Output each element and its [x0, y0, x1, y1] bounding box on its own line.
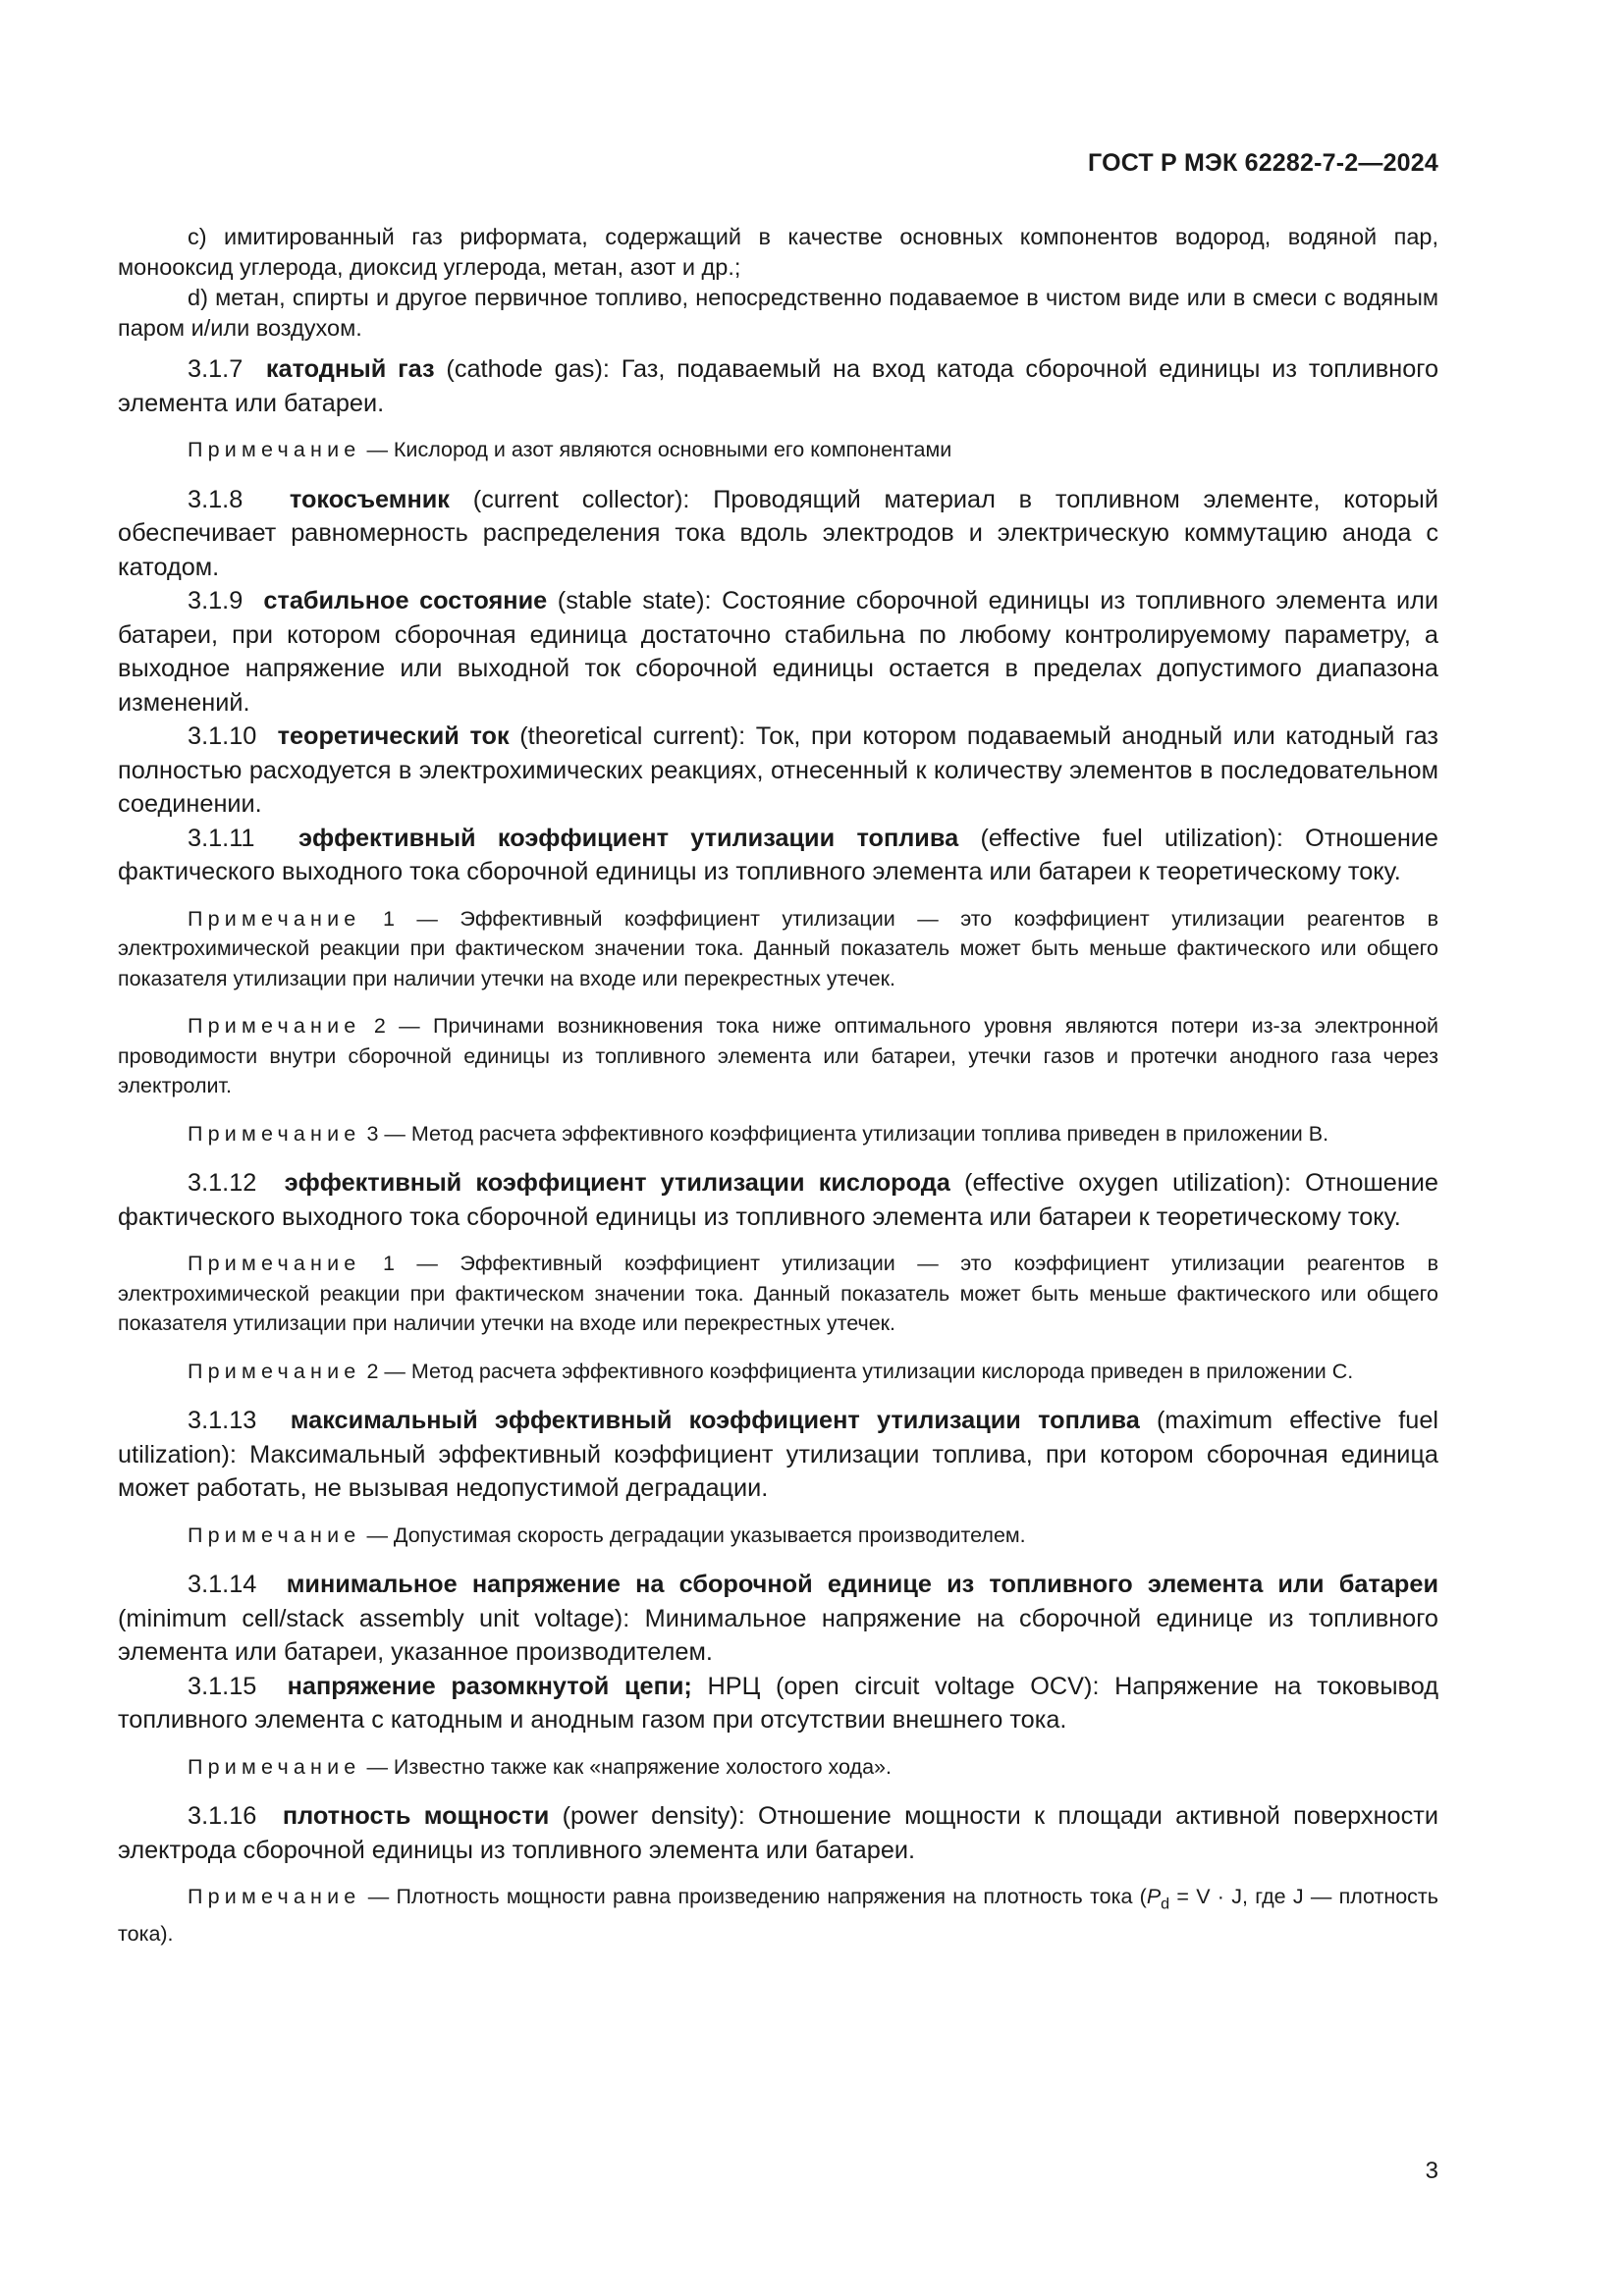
note-3-1-12-1: Примечание 1 — Эффективный коэффициент утилизации — это коэффициент утилизации реагентов в электрохимической реакции при фактическом значении тока. Данный показатель может быть меньше фактического или общего показателя утилизации при наличии утечки на входе или перекрестных утечек.: [118, 1252, 1438, 1335]
term-3-1-8: 3.1.8 токосъемник (current collector): Проводящий материал в топливном элементе, который обеспечивает равномерность распределения тока вдоль электродов и электрическую коммутацию анода с катодом.: [118, 485, 1438, 581]
term-3-1-14: 3.1.14 минимальное напряжение на сборочной единице из топливного элемента или батареи (minimum cell/stack assembly unit voltage): Минимальное напряжение на сборочной единице из топливного элемента или батареи, указанное производителем.: [118, 1571, 1438, 1666]
note-3-1-15: Примечание — Известно также как «напряжение холостого хода».: [188, 1754, 892, 1779]
term-3-1-11: 3.1.11 эффективный коэффициент утилизации топлива (effective fuel utilization): Отношение фактического выходного тока сборочной единицы из топливного элемента или батареи к теоретическому току.: [118, 824, 1439, 885]
note-3-1-12-2: Примечание 2 — Метод расчета эффективного коэффициента утилизации кислорода приведен в приложении С.: [188, 1359, 1354, 1383]
note-3-1-7: Примечание — Кислород и азот являются основными его компонентами: [188, 438, 952, 461]
term-3-1-12: 3.1.12 эффективный коэффициент утилизации кислорода (effective oxygen utilization): Отношение фактического выходного тока сборочной единицы из топливного элемента или батареи к теоретическому току.: [118, 1169, 1439, 1231]
term-3-1-10: 3.1.10 теоретический ток (theoretical current): Ток, при котором подаваемый анодный или катодный газ полностью расходуется в электрохимических реакциях, отнесенный к количеству элементов в последовательном соединении.: [118, 722, 1439, 818]
term-3-1-13: 3.1.13 максимальный эффективный коэффициент утилизации топлива (maximum effective fuel utilization): Максимальный эффективный коэффициент утилизации топлива, при котором сборочная единица может работать, не вызывая недопустимой деградации.: [118, 1407, 1439, 1502]
list-item-d: d) метан, спирты и другое первичное топливо, непосредственно подаваемое в чистом виде или в смеси с водяным паром и/или воздухом.: [118, 285, 1438, 341]
note-3-1-11-3: Примечание 3 — Метод расчета эффективного коэффициента утилизации топлива приведен в приложении В.: [188, 1121, 1329, 1146]
formula-symbol: P: [1146, 1885, 1162, 1908]
list-item-c: с) имитированный газ риформата, содержащий в качестве основных компонентов водород, водяной пар, монооксид углерода, диоксид углерода, метан, азот и др.;: [118, 224, 1438, 280]
document-header: ГОСТ Р МЭК 62282-7-2—2024: [1088, 149, 1438, 177]
term-3-1-16: 3.1.16 плотность мощности (power density): Отношение мощности к площади активной поверхности электрода сборочной единицы из топливного элемента или батареи.: [118, 1802, 1438, 1864]
note-3-1-11-2: Примечание 2 — Причинами возникновения тока ниже оптимального уровня являются потери из-за электронной проводимости внутри сборочной единицы из топливного элемента или батареи, утечки газов и протечки анодного газа через электролит.: [118, 1014, 1439, 1097]
term-3-1-9: 3.1.9 стабильное состояние (stable state): Состояние сборочной единицы из топливного элемента или батареи, при котором сборочная единица достаточно стабильна по любому контролируемому параметру, а выходное напряжение или выходной ток сборочной единицы остается в пределах допустимого диапазона изменений.: [118, 587, 1439, 717]
term-3-1-15: 3.1.15 напряжение разомкнутой цепи; НРЦ (open circuit voltage OCV): Напряжение на токовывод топливного элемента с катодным и анодным газом при отсутствии внешнего тока.: [118, 1672, 1438, 1734]
page-number: 3: [1425, 2158, 1438, 2184]
document-page: [118, 0, 1438, 2296]
note-3-1-13: Примечание — Допустимая скорость деградации указывается производителем.: [188, 1522, 1026, 1547]
formula-subscript: d: [1161, 1895, 1170, 1913]
note-3-1-11-1: Примечание 1 — Эффективный коэффициент утилизации — это коэффициент утилизации реагентов в электрохимической реакции при фактическом значении тока. Данный показатель может быть меньше фактического или общего показателя утилизации при наличии утечки на входе или перекрестных утечек.: [118, 906, 1438, 990]
term-3-1-7: 3.1.7 катодный газ (cathode gas): Газ, подаваемый на вход катода сборочной единицы из топливного элемента или батареи.: [118, 355, 1439, 417]
note-3-1-16: Примечание — Плотность мощности равна произведению напряжения на плотность тока ($P_d = V \cdot J$, где J — плотность тока).: [118, 1885, 1438, 1946]
page-content: [118, 222, 1438, 1966]
